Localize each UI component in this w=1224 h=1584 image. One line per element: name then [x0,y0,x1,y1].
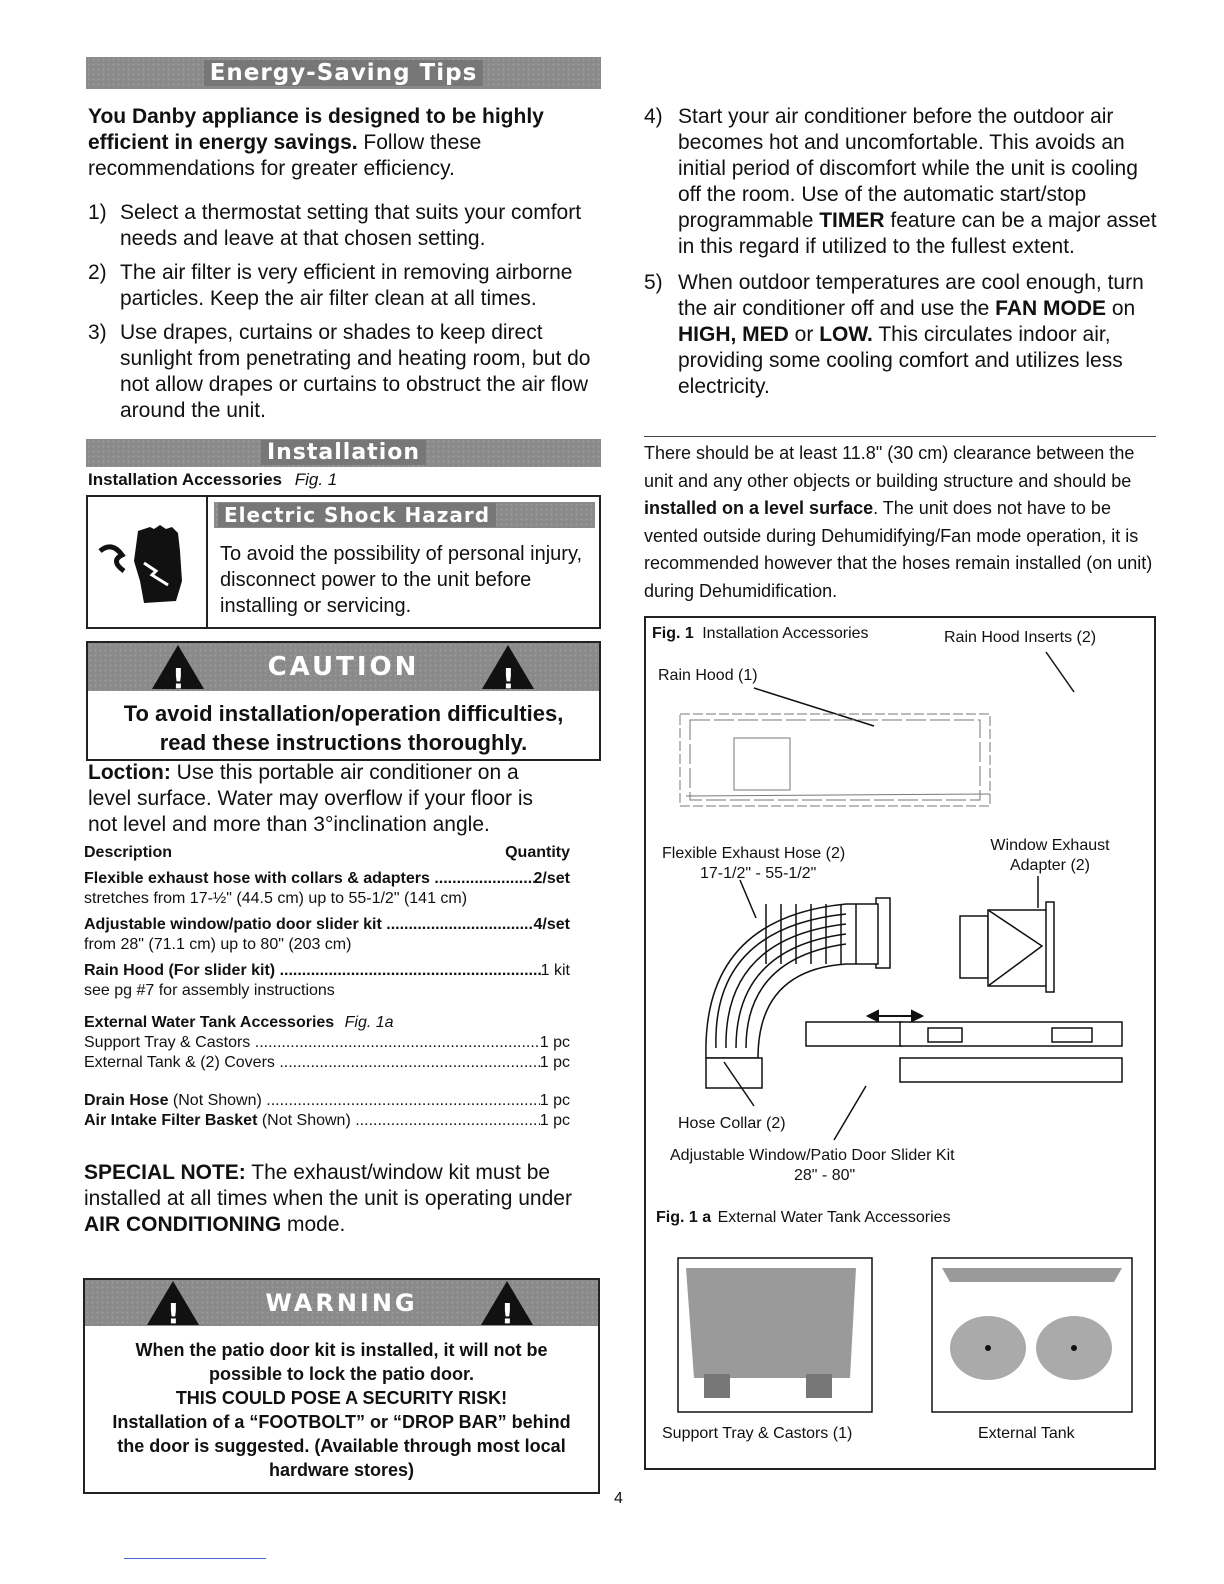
energy-intro [88,104,598,182]
figure-box [644,616,1156,1470]
warning-banner [85,1280,598,1330]
table-row: Flexible exhaust hose with collars & adapters ..... 2/set stretches from 17-½" (44.5 cm) up to 55-1/2" (141 cm) [84,869,570,909]
fig1a-caption: Fig. 1 a External Water Tank Accessories [656,1209,951,1226]
table-row: External Tank & (2) Covers ..... 1 pc [84,1053,570,1073]
slider-range-label: 28" - 80" [794,1167,856,1184]
electric-shock-title: Electric Shock Hazard [214,502,595,528]
page-number: 4 [614,1490,623,1507]
list-item: 3) Use drapes, curtains or shades to keep direct sunlight from penetrating and heating room, but do not allow drapes or curtains to obstruct the air flow around the unit. [88,321,591,422]
shock-hand-icon [94,511,204,611]
hose-collar-label: Hose Collar (2) [678,1115,786,1132]
slider-kit-label: Adjustable Window/Patio Door Slider Kit [670,1147,955,1164]
energy-saving-banner [86,57,601,89]
table-row: Air Intake Filter Basket (Not Shown) ..... 1 pc [84,1111,570,1131]
installation-banner [86,439,601,467]
list-item: 5) When outdoor temperatures are cool enough, turn the air conditioner off and use the FAN MODE on HIGH, MED or LOW. This circulates indoor air, providing some cooling comfort and utilizes less electricity. [644,271,1144,398]
installation-banner-label: Installation [261,440,426,465]
support-tray-label: Support Tray & Castors (1) [662,1425,853,1442]
extend-arrow-icon [868,1011,922,1021]
list-item: 4) Start your air conditioner before the outdoor air becomes hot and uncomfortable. This avoids an initial period of discomfort while the unit is cooling off the room. Use of the automatic start/stop programmable TIMER feature can be a major asset in this regard if utilized to the fullest extent. [644,105,1157,258]
accessories-table [84,843,570,1131]
external-tank-label: External Tank [978,1425,1075,1442]
warning-text: When the patio door kit is installed, it will not be possible to lock the patio door. THIS COULD POSE A SECURITY RISK! Installation of a “FOOTBOLT” or “DROP BAR” behind the door is suggested. (Available through most local hardware stores) [112,1340,571,1480]
rain-hood-inserts-label: Rain Hood Inserts (2) [944,629,1097,646]
caution-right-icon: ! [482,645,534,689]
caution-box [86,641,601,761]
caution-label: CAUTION [267,652,420,682]
energy-tips-right [644,104,1160,400]
table-row: Support Tray & Castors ..... 1 pc [84,1033,570,1053]
table-row: Rain Hood (For slider kit) ..... 1 kit see pg #7 for assembly instructions [84,961,570,1001]
energy-tips-list [88,200,598,432]
fig1-caption: Fig. 1 Installation Accessories [652,625,869,642]
slider-kit-drawing [806,1022,1122,1082]
special-note: SPECIAL NOTE: The exhaust/window kit must be installed at all times when the unit is operating under AIR CONDITIONING mode. [84,1161,572,1236]
table-row: Drain Hose (Not Shown) ..... 1 pc [84,1091,570,1111]
flex-range-label: 17-1/2" - 55-1/2" [700,865,817,882]
electric-shock-box [86,495,601,629]
window-adapter-label: Window Exhaust Adapter (2) [990,837,1110,874]
warning-label: WARNING [265,1289,418,1317]
ext-tank-heading: External Water Tank Accessories Fig. 1a [84,1014,394,1031]
flex-hose-drawing [706,898,890,1088]
energy-intro-bold: You Danby appliance is designed to be highly efficient in energy savings. [88,105,544,154]
table-header: Description Quantity [84,844,570,861]
clearance-text: There should be at least 11.8" (30 cm) clearance between the unit and any other objects or building structure and should be installed on a level surface. The unit does not have to be vented outside during Dehumidifying/Fan mode operation, it is recommended however that the hoses remain installed (on unit) during Dehumidification. [644,443,1153,601]
list-item: 1) Select a thermostat setting that suits your comfort needs and leave at that chosen setting. [88,201,582,250]
warning-left-icon: ! [147,1281,199,1325]
footer-line [124,1558,266,1559]
accessories-heading: Installation Accessories Fig. 1 [88,470,338,489]
list-item: 2) The air filter is very efficient in removing airborne particles. Keep the air filter clean at all times. [88,261,573,310]
warning-right-icon: ! [481,1281,533,1325]
accessories-illustration [646,618,1154,1468]
rain-hood-drawing [680,714,990,806]
energy-saving-banner-label: Energy-Saving Tips [204,60,484,86]
electric-shock-text: To avoid the possibility of personal injury, disconnect power to the unit before installing or servicing. [220,543,583,617]
flex-hose-label: Flexible Exhaust Hose (2) [662,845,846,862]
top-rule [644,436,1156,437]
shock-divider [206,497,208,627]
window-adapter-drawing [960,876,1054,992]
support-tray-photo [678,1258,872,1412]
table-row: Adjustable window/patio door slider kit ..... 4/set from 28" (71.1 cm) up to 80" (203 cm) [84,915,570,955]
rain-hood-label: Rain Hood (1) [658,667,758,684]
location-text: Loction: Use this portable air conditioner on a level surface. Water may overflow if your floor is not level and more than 3°inclination angle. [88,761,534,836]
external-tank-photo [932,1258,1132,1412]
caution-banner [88,643,599,695]
caution-text: To avoid installation/operation difficulties, read these instructions thoroughly. [123,701,564,755]
energy-intro-rest: Follow these recommendations for greater efficiency. [88,131,482,180]
warning-box [83,1278,600,1494]
caution-left-icon: ! [152,645,204,689]
